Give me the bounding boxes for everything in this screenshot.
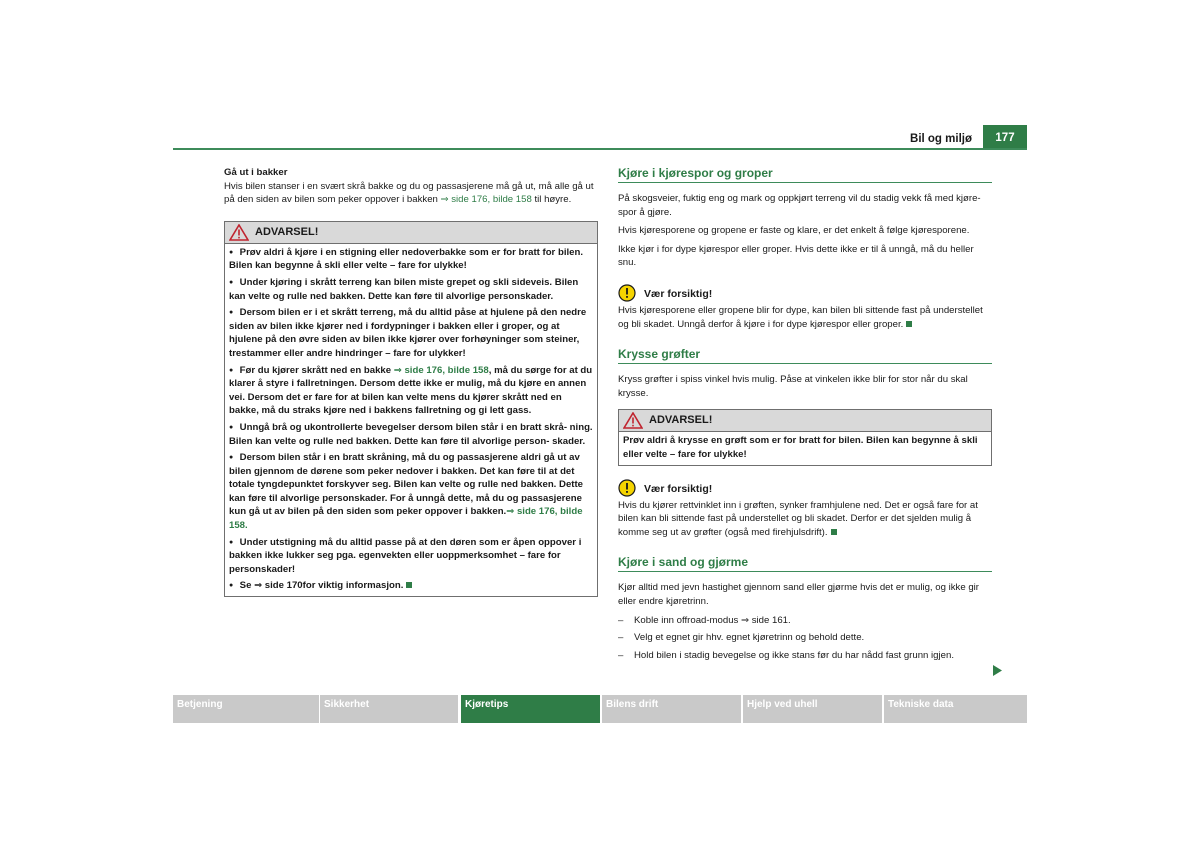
bullet-icon xyxy=(229,451,237,459)
warning-triangle-icon xyxy=(229,224,249,241)
caution-exclamation-icon xyxy=(618,284,636,302)
page-number: 177 xyxy=(983,125,1027,149)
next-page-arrow-icon[interactable] xyxy=(993,665,1002,676)
intro-paragraph xyxy=(224,180,598,207)
section-heading-kjorespor: Kjøre i kjørespor og groper xyxy=(618,166,992,183)
paragraph: På skogsveier, fuktig eng og mark og oppkjørt terreng vil du stadig vekk få med kjøre- spor å gjøre. xyxy=(618,193,981,218)
warning-box xyxy=(224,221,598,597)
bullet-icon xyxy=(229,421,237,429)
section-title: Bil og miljø xyxy=(910,133,972,145)
intro-text: Hvis bilen stanser i en svært skrå bakke og du og passasjerene må gå ut, må alle gå ut på den siden av bilen som peker oppover i bakken xyxy=(224,180,594,206)
warning-body xyxy=(619,432,991,464)
bullet-icon xyxy=(229,246,237,254)
warning-body xyxy=(225,244,597,596)
tab-hjelp-ved-uhell[interactable]: Hjelp ved uhell xyxy=(743,695,882,723)
caution-exclamation-icon xyxy=(618,479,636,497)
bullet-icon xyxy=(229,306,237,314)
warning-item: ● Se ⇒ side 170for viktig informasjon. xyxy=(229,579,593,593)
paragraph: Kryss grøfter i spiss vinkel hvis mulig. Påse at vinkelen ikke blir for stor når du skal krysse. xyxy=(618,374,968,399)
caution-text: Hvis du kjører rettvinklet inn i grøften, synker framhjulene ned. Det er også fare for at bilen kan bli sittende fast på understellet og bli skadet. Derfor er det sjelden mulig å komme seg ut av grøfter (også med firehjulsdrift). xyxy=(618,499,978,538)
tab-kjoretips[interactable]: Kjøretips xyxy=(461,695,600,723)
paragraph: Ikke kjør i for dype kjørespor eller groper. Hvis dette ikke er til å unngå, må du heller snu. xyxy=(618,243,974,269)
warning-link[interactable]: ⇒ side 176, bilde 158 xyxy=(393,364,489,376)
intro-tail: til høyre. xyxy=(534,194,572,206)
warning-text: Prøv aldri å krysse en grøft som er for bratt for bilen. Bilen kan begynne å skli eller velte – fare for ulykke! xyxy=(623,435,978,460)
left-column xyxy=(224,166,598,597)
end-square-icon xyxy=(831,529,837,535)
caution-title: Vær forsiktig! xyxy=(644,482,713,495)
step-item: – Koble inn offroad-modus ⇒ side 161. xyxy=(618,614,791,626)
paragraph: Kjør alltid med jevn hastighet gjennom sand eller gjørme hvis det er mulig, og ikke gir eller endre kjøretrinn. xyxy=(618,582,979,607)
bullet-icon xyxy=(229,579,237,587)
tab-tekniske-data[interactable]: Tekniske data xyxy=(884,695,1027,723)
right-column xyxy=(618,166,992,662)
warning-item: ● Dersom bilen står i en bratt skråning, må du og passasjerene aldri gå ut av bilen gjennom de dørene som peker nedover i bakken. Det kan føre til at det totale tyngdepunktet forskyver seg. Bilen kan velte og rulle ned bakken. Dette kan føre til alvorlige personskader. For å unngå dette, må du og passasjerene kun gå ut av bilen på den siden som peker oppover i bakken.⇒ side 176, bilde 158. xyxy=(229,451,593,533)
warning-title: ADVARSEL! xyxy=(255,225,319,238)
heading-ga-ut-i-bakker: Gå ut i bakker xyxy=(224,167,288,178)
step-item: – Velg et egnet gir hhv. egnet kjøretrinn og behold dette. xyxy=(618,632,865,644)
section-heading-sand-gjorme: Kjøre i sand og gjørme xyxy=(618,555,992,572)
paragraph: Hvis kjøresporene og gropene er faste og klare, er det enkelt å følge kjøresporene. xyxy=(618,225,970,237)
caution-text: Hvis kjøresporene eller gropene blir for dype, kan bilen bli sittende fast på understellet og bli skadet. Unngå derfor å kjøre i for dype kjørespor eller groper. xyxy=(618,304,983,330)
warning-item: ● Under kjøring i skrått terreng kan bilen miste grepet og skli sideveis. Bilen kan velte og rulle ned bakken. Dette kan føre til alvorlige personskader. xyxy=(229,276,593,303)
warning-item: ● Prøv aldri å kjøre i en stigning eller nedoverbakke som er for bratt for bilen. Bilen kan begynne å skli eller velte – fare for ulykke! xyxy=(229,246,593,273)
end-square-icon xyxy=(906,321,912,327)
header-divider xyxy=(173,148,1027,150)
step-item: – Hold bilen i stadig bevegelse og ikke stans før du har nådd fast grunn igjen. xyxy=(618,649,954,661)
bullet-icon xyxy=(229,364,237,372)
warning-item: ● Dersom bilen er i et skrått terreng, må du alltid påse at hjulene på den nedre siden av bilen ikke kjører ned i fordypninger i bakken eller i groper, og at hjulene på den øvre siden av bilen ikke kjører over forhøyninger som steiner, trestammer eller andre hindringer – fare for ulykker! xyxy=(229,306,593,360)
warning-box xyxy=(618,409,992,465)
warning-header xyxy=(225,222,597,244)
intro-link[interactable]: ⇒ side 176, bilde 158 xyxy=(440,194,532,206)
caution-header xyxy=(618,284,992,302)
warning-item: ● Under utstigning må du alltid passe på at den døren som er åpen oppover i bakken ikke lukker seg pga. egenvekten eller uoppmerksomhet – fare for personskader! xyxy=(229,536,593,577)
caution-header xyxy=(618,479,992,497)
end-square-icon xyxy=(406,582,412,588)
section-heading-krysse-grofter: Krysse grøfter xyxy=(618,347,992,364)
caution-title: Vær forsiktig! xyxy=(644,287,713,300)
tab-betjening[interactable]: Betjening xyxy=(173,695,319,723)
warning-item: ● Før du kjører skrått ned en bakke ⇒ side 176, bilde 158, må du sørge for at du klarer å styre i fallretningen. Dersom dette ikke er mulig, må du kjøre en annen vei. Dersom det er fare for at bilen kan velte mens du kjører skrått ned en bakke, må du straks kjøre ned i bakkens fallretning og gi lett gass. xyxy=(229,364,593,418)
tab-bilens-drift[interactable]: Bilens drift xyxy=(602,695,741,723)
tab-sikkerhet[interactable]: Sikkerhet xyxy=(320,695,458,723)
warning-header xyxy=(619,410,991,432)
warning-item: ● Unngå brå og ukontrollerte bevegelser dersom bilen står i en bratt skrå- ning. Bilen kan velte og rulle ned bakken. Dette kan føre til alvorlige person- skader. xyxy=(229,421,593,448)
warning-triangle-icon xyxy=(623,412,643,429)
bullet-icon xyxy=(229,276,237,284)
warning-title: ADVARSEL! xyxy=(649,414,713,427)
bullet-icon xyxy=(229,536,237,544)
warning-link[interactable]: ⇒ side 176, bilde 158. xyxy=(229,506,583,532)
